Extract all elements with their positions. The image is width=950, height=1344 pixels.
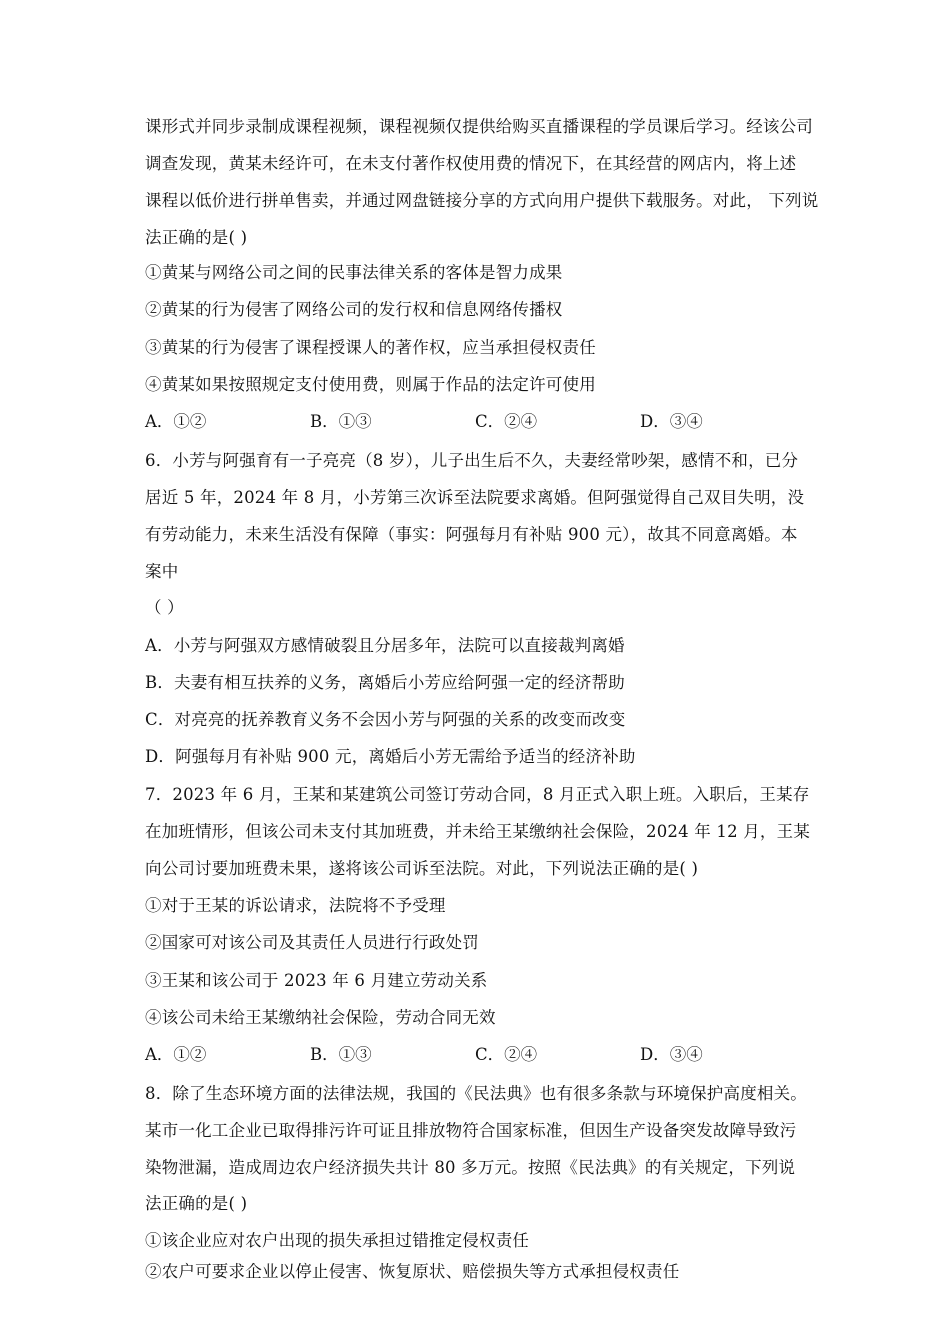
question-6-choice-a[interactable]: A．小芳与阿强双方感情破裂且分居多年，法院可以直接裁判离婚	[145, 636, 625, 655]
option-d[interactable]: D．③④	[640, 412, 703, 431]
option-b[interactable]: B．①③	[310, 1045, 372, 1064]
option-b[interactable]: B．①③	[310, 412, 372, 431]
question-8-text-line: 8．除了生态环境方面的法律法规，我国的《民法典》也有很多条款与环境保护高度相关。	[145, 1084, 807, 1103]
question-7-statement: ①对于王某的诉讼请求，法院将不予受理	[145, 896, 446, 915]
option-c[interactable]: C．②④	[475, 412, 538, 431]
question-5-statement: ③黄某的行为侵害了课程授课人的著作权，应当承担侵权责任	[145, 338, 596, 357]
option-a[interactable]: A．①②	[145, 412, 207, 431]
question-6-text-line: 居近 5 年，2024 年 8 月，小芳第三次诉至法院要求离婚。但阿强觉得自己双目失明，没	[145, 488, 805, 507]
question-6-answer-bracket: （ ）	[145, 598, 184, 617]
question-6-choice-b[interactable]: B．夫妻有相互扶养的义务，离婚后小芳应给阿强一定的经济帮助	[145, 673, 625, 692]
question-5-text-line: 法正确的是( )	[145, 228, 248, 247]
question-7-text-line: 在加班情形，但该公司未支付其加班费，并未给王某缴纳社会保险，2024 年 12 月，王某	[145, 822, 811, 841]
question-7-text-line: 向公司讨要加班费未果，遂将该公司诉至法院。对此，下列说法正确的是( )	[145, 859, 699, 878]
question-5-statement: ①黄某与网络公司之间的民事法律关系的客体是智力成果	[145, 263, 563, 282]
question-7-statement: ②国家可对该公司及其责任人员进行行政处罚	[145, 933, 479, 952]
question-6-text-line: 6．小芳与阿强育有一子亮亮（8 岁），儿子出生后不久，夫妻经常吵架，感情不和，已分	[145, 451, 799, 470]
question-8-statement: ①该企业应对农户出现的损失承担过错推定侵权责任	[145, 1231, 530, 1250]
option-d[interactable]: D．③④	[640, 1045, 703, 1064]
option-c[interactable]: C．②④	[475, 1045, 538, 1064]
question-6-text-line: 有劳动能力，未来生活没有保障（事实：阿强每月有补贴 900 元），故其不同意离婚。本	[145, 525, 798, 544]
question-8-text-line: 染物泄漏，造成周边农户经济损失共计 80 多万元。按照《民法典》的有关规定，下列说	[145, 1158, 796, 1177]
question-7-statement: ④该公司未给王某缴纳社会保险，劳动合同无效	[145, 1008, 496, 1027]
option-a[interactable]: A．①②	[145, 1045, 207, 1064]
question-8-statement: ②农户可要求企业以停止侵害、恢复原状、赔偿损失等方式承担侵权责任	[145, 1262, 680, 1281]
question-6-choice-d[interactable]: D．阿强每月有补贴 900 元，离婚后小芳无需给予适当的经济补助	[145, 747, 636, 766]
question-6-text-line: 案中	[145, 562, 179, 581]
question-8-text-line: 某市一化工企业已取得排污许可证且排放物符合国家标准，但因生产设备突发故障导致污	[145, 1121, 797, 1140]
question-5-text-line: 课形式并同步录制成课程视频，课程视频仅提供给购买直播课程的学员课后学习。经该公司	[145, 117, 813, 136]
question-7-text-line: 7．2023 年 6 月，王某和某建筑公司签订劳动合同，8 月正式入职上班。入职后，王某存	[145, 785, 810, 804]
question-6-choice-c[interactable]: C．对亮亮的抚养教育义务不会因小芳与阿强的关系的改变而改变	[145, 710, 626, 729]
question-5-statement: ②黄某的行为侵害了网络公司的发行权和信息网络传播权	[145, 300, 563, 319]
question-5-text-line: 调查发现，黄某未经许可，在未支付著作权使用费的情况下，在其经营的网店内，将上述	[145, 154, 797, 173]
question-5-text-line: 课程以低价进行拼单售卖，并通过网盘链接分享的方式向用户提供下载服务。对此， 下列说	[145, 191, 819, 210]
question-8-text-line: 法正确的是( )	[145, 1194, 248, 1213]
question-5-statement: ④黄某如果按照规定支付使用费，则属于作品的法定许可使用	[145, 375, 596, 394]
question-7-statement: ③王某和该公司于 2023 年 6 月建立劳动关系	[145, 971, 488, 990]
